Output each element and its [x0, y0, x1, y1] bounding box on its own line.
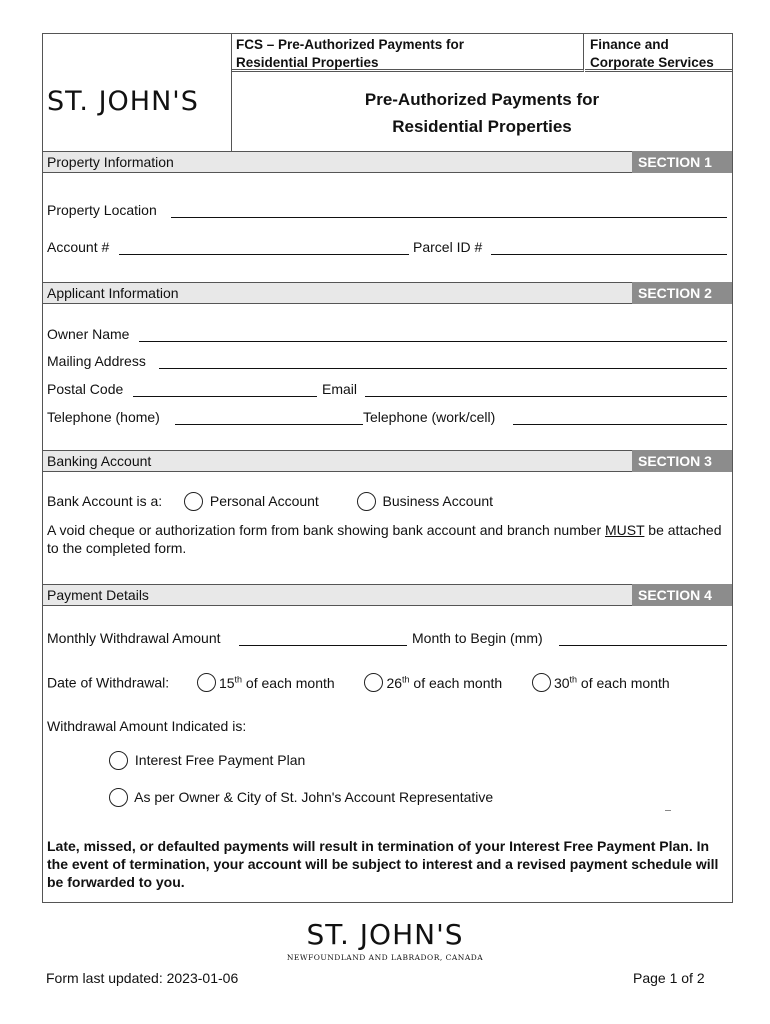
bank-account-type-row — [47, 493, 493, 512]
26th-label: 26th of each month — [386, 674, 503, 691]
as-per-owner-radio[interactable] — [109, 788, 128, 807]
mailing-address-field[interactable] — [159, 368, 727, 369]
interest-free-label: Interest Free Payment Plan — [134, 752, 306, 769]
form-title-line1: Pre-Authorized Payments for — [364, 90, 600, 109]
withdrawal-amount-indicated-label: Withdrawal Amount Indicated is: — [47, 718, 247, 734]
personal-account-radio[interactable] — [184, 492, 203, 511]
telephone-home-field[interactable] — [175, 424, 363, 425]
mailing-address-label: Mailing Address — [47, 353, 146, 369]
void-cheque-note-text-end: be attached to the completed form. — [47, 522, 722, 556]
footer-logo-text: ST. JOHN'S — [306, 918, 464, 951]
month-to-begin-field[interactable] — [559, 645, 727, 646]
as-per-owner-label: As per Owner & City of St. John's Account Representative — [134, 789, 494, 806]
document-code-line2: Residential Properties — [236, 55, 379, 70]
must-emphasis: MUST — [605, 522, 645, 538]
section-2-number: SECTION 2 — [632, 282, 732, 304]
document-code-line1: FCS – Pre-Authorized Payments for — [236, 37, 465, 52]
form-title — [232, 86, 732, 140]
email-label: Email — [322, 381, 358, 397]
account-label: Account # — [47, 239, 110, 255]
26th-radio[interactable] — [364, 673, 383, 692]
section-2-label: Applicant Information — [47, 285, 179, 301]
parcel-id-label: Parcel ID # — [413, 239, 483, 255]
15th-label: 15th of each month — [218, 674, 335, 691]
form-header — [43, 34, 732, 151]
section-2-header — [43, 282, 732, 304]
as-per-owner-row — [109, 789, 493, 808]
section-4-label: Payment Details — [47, 587, 149, 603]
section-3-header — [43, 450, 732, 472]
form-title-line2: Residential Properties — [392, 117, 572, 136]
section-3-label: Banking Account — [47, 453, 152, 469]
footer-logo-subtitle: NEWFOUNDLAND AND LABRADOR, CANADA — [286, 953, 484, 962]
date-of-withdrawal-row — [47, 674, 670, 693]
void-cheque-note-text: A void cheque or authorization form from bank showing bank account and branch number — [47, 522, 605, 538]
property-location-label: Property Location — [47, 202, 157, 218]
department-line1: Finance and — [590, 37, 669, 52]
logo-cell — [43, 34, 232, 151]
section-4-header — [43, 584, 732, 606]
month-to-begin-label: Month to Begin (mm) — [412, 630, 543, 646]
email-field[interactable] — [365, 396, 727, 397]
account-field[interactable] — [119, 254, 409, 255]
termination-warning: Late, missed, or defaulted payments will result in termination of your Interest Free Payment Plan. In the event of termination, your account will be subject to interest and a revised payment schedule will be forwarded to you. — [47, 838, 719, 890]
section-1-label: Property Information — [47, 154, 174, 170]
department — [585, 34, 732, 72]
postal-code-label: Postal Code — [47, 381, 124, 397]
30th-radio[interactable] — [532, 673, 551, 692]
date-of-withdrawal-label: Date of Withdrawal: — [47, 674, 170, 691]
section-4-number: SECTION 4 — [632, 584, 732, 606]
business-account-label: Business Account — [382, 493, 494, 510]
telephone-home-label: Telephone (home) — [47, 409, 160, 425]
postal-code-field[interactable] — [133, 396, 317, 397]
30th-label: 30th of each month — [553, 674, 670, 691]
owner-name-label: Owner Name — [47, 326, 130, 342]
section-1-number: SECTION 1 — [632, 151, 732, 173]
15th-radio[interactable] — [197, 673, 216, 692]
stray-mark — [665, 810, 671, 811]
telephone-work-field[interactable] — [513, 424, 727, 425]
monthly-withdrawal-amount-label: Monthly Withdrawal Amount — [47, 630, 221, 646]
section-3-number: SECTION 3 — [632, 450, 732, 472]
bank-account-is-label: Bank Account is a: — [47, 493, 163, 510]
personal-account-label: Personal Account — [209, 493, 319, 510]
business-account-radio[interactable] — [357, 492, 376, 511]
interest-free-radio[interactable] — [109, 751, 128, 770]
owner-name-field[interactable] — [139, 341, 727, 342]
void-cheque-note — [47, 521, 727, 557]
st-johns-logo: ST. JOHN'S — [47, 86, 199, 117]
interest-free-row — [109, 752, 305, 771]
section-1-header — [43, 151, 732, 173]
property-location-field[interactable] — [171, 217, 727, 218]
document-code — [232, 34, 584, 72]
monthly-withdrawal-amount-field[interactable] — [239, 645, 407, 646]
parcel-id-field[interactable] — [491, 254, 727, 255]
form-last-updated: Form last updated: 2023-01-06 — [46, 970, 239, 986]
form-container — [42, 33, 733, 903]
department-line2: Corporate Services — [590, 55, 714, 70]
page-number: Page 1 of 2 — [633, 970, 705, 986]
telephone-work-label: Telephone (work/cell) — [363, 409, 496, 425]
footer-logo — [0, 918, 770, 962]
